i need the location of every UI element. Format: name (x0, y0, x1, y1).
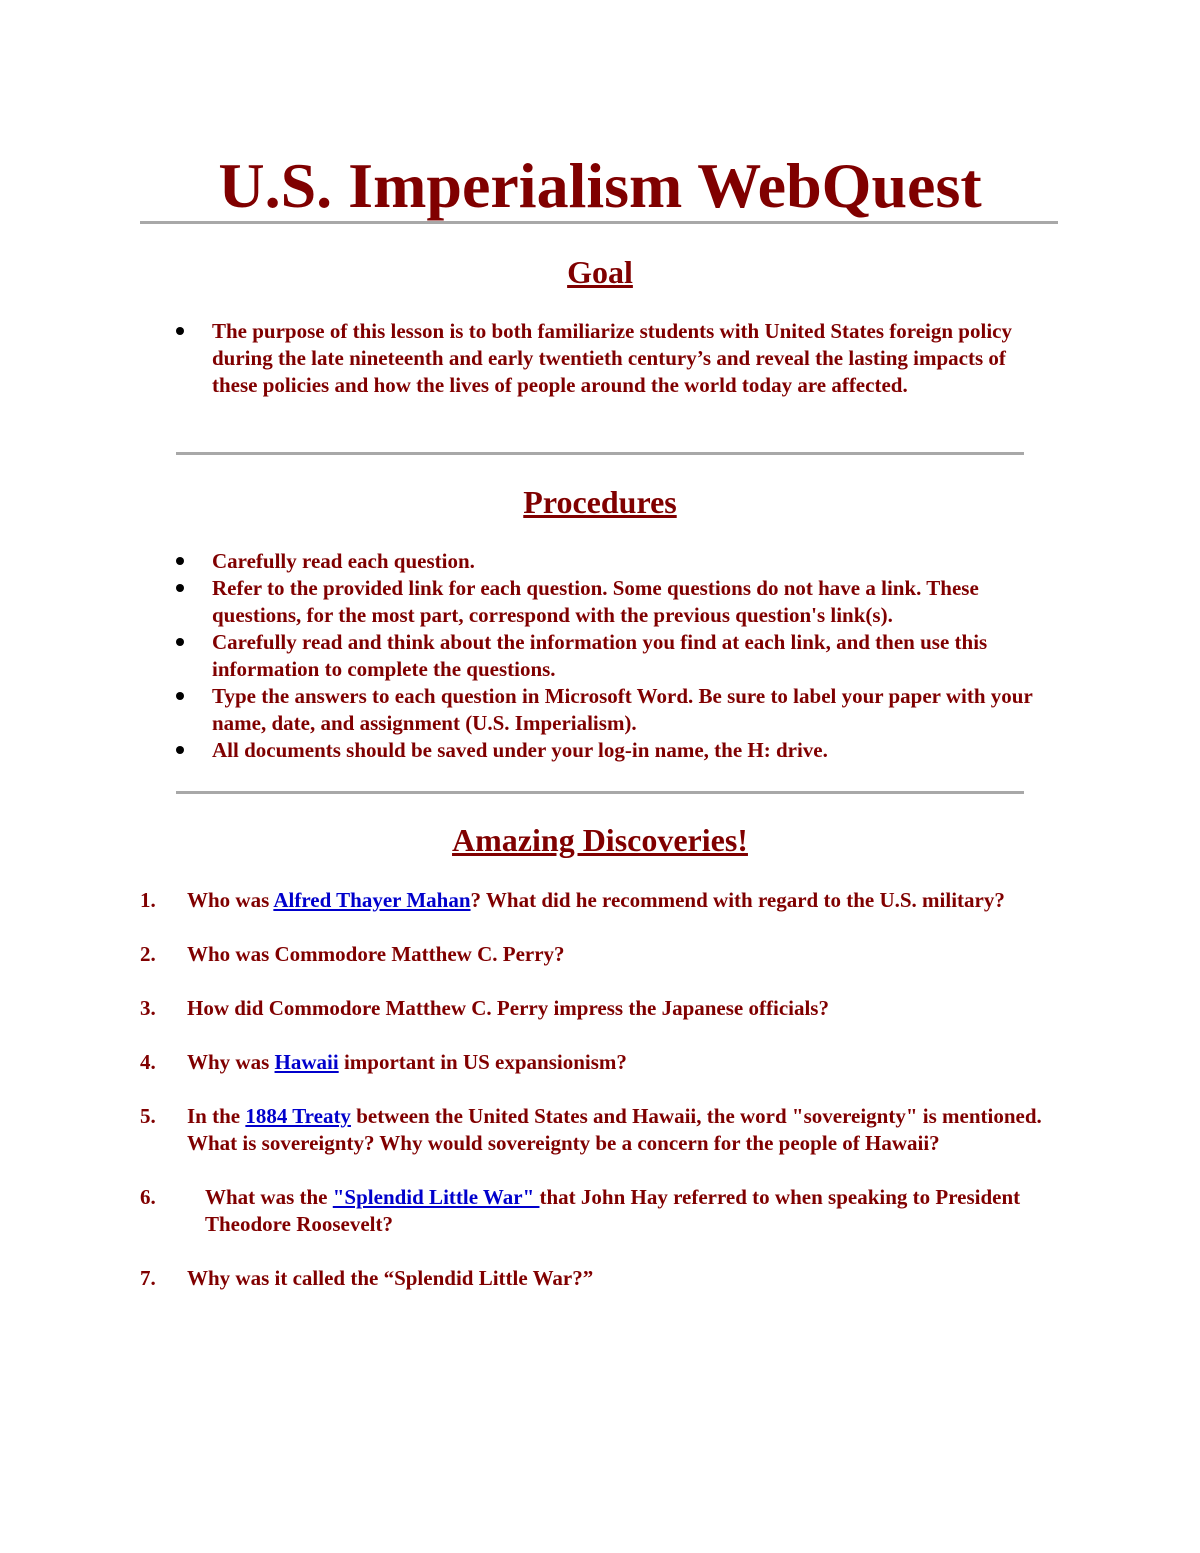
question-item (140, 1184, 1060, 1238)
question-text: Why was (187, 1050, 275, 1074)
bullet-icon (176, 584, 184, 592)
bullet-icon (176, 638, 184, 646)
procedures-list (176, 548, 1056, 764)
goal-list (176, 318, 1056, 399)
bullet-icon (176, 557, 184, 565)
question-item (140, 1265, 1060, 1292)
question-item (140, 1103, 1060, 1157)
goal-heading: Goal (567, 254, 633, 290)
link-alfred-thayer-mahan[interactable]: Alfred Thayer Mahan (273, 888, 471, 912)
question-item (140, 995, 1060, 1022)
question-text: Who was Commodore Matthew C. Perry? (187, 942, 565, 966)
link-splendid-little-war[interactable]: "Splendid Little War" (332, 1185, 540, 1209)
procedure-text: Type the answers to each question in Microsoft Word. Be sure to label your paper with your name, date, and assignment (U.S. Imperialism). (212, 684, 1033, 735)
title-divider (140, 221, 1058, 224)
discoveries-heading: Amazing Discoveries! (452, 822, 748, 858)
question-text: between the United States and Hawaii, the word "sovereignty" is mentioned. What is sovereignty? Why would sovereignty be a concern for the people of Hawaii? (187, 1104, 1042, 1155)
list-item (176, 318, 1056, 399)
list-item (176, 683, 1056, 737)
bullet-icon (176, 327, 184, 335)
question-text: that John Hay referred to when speaking to President Theodore Roosevelt? (205, 1185, 1021, 1236)
question-number: 5. (140, 1104, 156, 1128)
goal-bullet-text: The purpose of this lesson is to both familiarize students with United States foreign policy during the late nineteenth and early twentieth century’s and reveal the lasting impacts of these policies and how the lives of people around the world today are affected. (212, 319, 1012, 397)
question-number: 3. (140, 996, 156, 1020)
procedure-text: Carefully read and think about the information you find at each link, and then use this information to complete the questions. (212, 630, 988, 681)
question-text: important in US expansionism? (338, 1050, 627, 1074)
procedure-text: Refer to the provided link for each question. Some questions do not have a link. These questions, for the most part, correspond with the previous question's link(s). (212, 576, 979, 627)
question-number: 2. (140, 942, 156, 966)
page-title: U.S. Imperialism WebQuest (218, 150, 982, 221)
list-item (176, 629, 1056, 683)
list-item (176, 737, 1056, 764)
section-divider (176, 791, 1024, 794)
procedure-text: Carefully read each question. (212, 549, 475, 573)
section-divider (176, 452, 1024, 455)
question-item (140, 887, 1060, 914)
procedures-heading: Procedures (523, 484, 677, 520)
question-text: What was the (205, 1185, 333, 1209)
question-text: In the (187, 1104, 246, 1128)
bullet-icon (176, 692, 184, 700)
question-number: 1. (140, 888, 156, 912)
link-hawaii[interactable]: Hawaii (274, 1050, 339, 1074)
procedure-text: All documents should be saved under your log-in name, the H: drive. (212, 738, 828, 762)
question-item (140, 941, 1060, 968)
question-text: How did Commodore Matthew C. Perry impress the Japanese officials? (187, 996, 829, 1020)
bullet-icon (176, 746, 184, 754)
question-text: Who was (187, 888, 274, 912)
link-1884-treaty[interactable]: 1884 Treaty (245, 1104, 351, 1128)
list-item (176, 548, 1056, 575)
question-item (140, 1049, 1060, 1076)
question-number: 4. (140, 1050, 156, 1074)
question-text: Why was it called the “Splendid Little War?” (187, 1266, 594, 1290)
question-text: ? What did he recommend with regard to the U.S. military? (470, 888, 1005, 912)
list-item (176, 575, 1056, 629)
question-number: 6. (140, 1185, 156, 1209)
question-number: 7. (140, 1266, 156, 1290)
questions-list (140, 887, 1060, 1319)
